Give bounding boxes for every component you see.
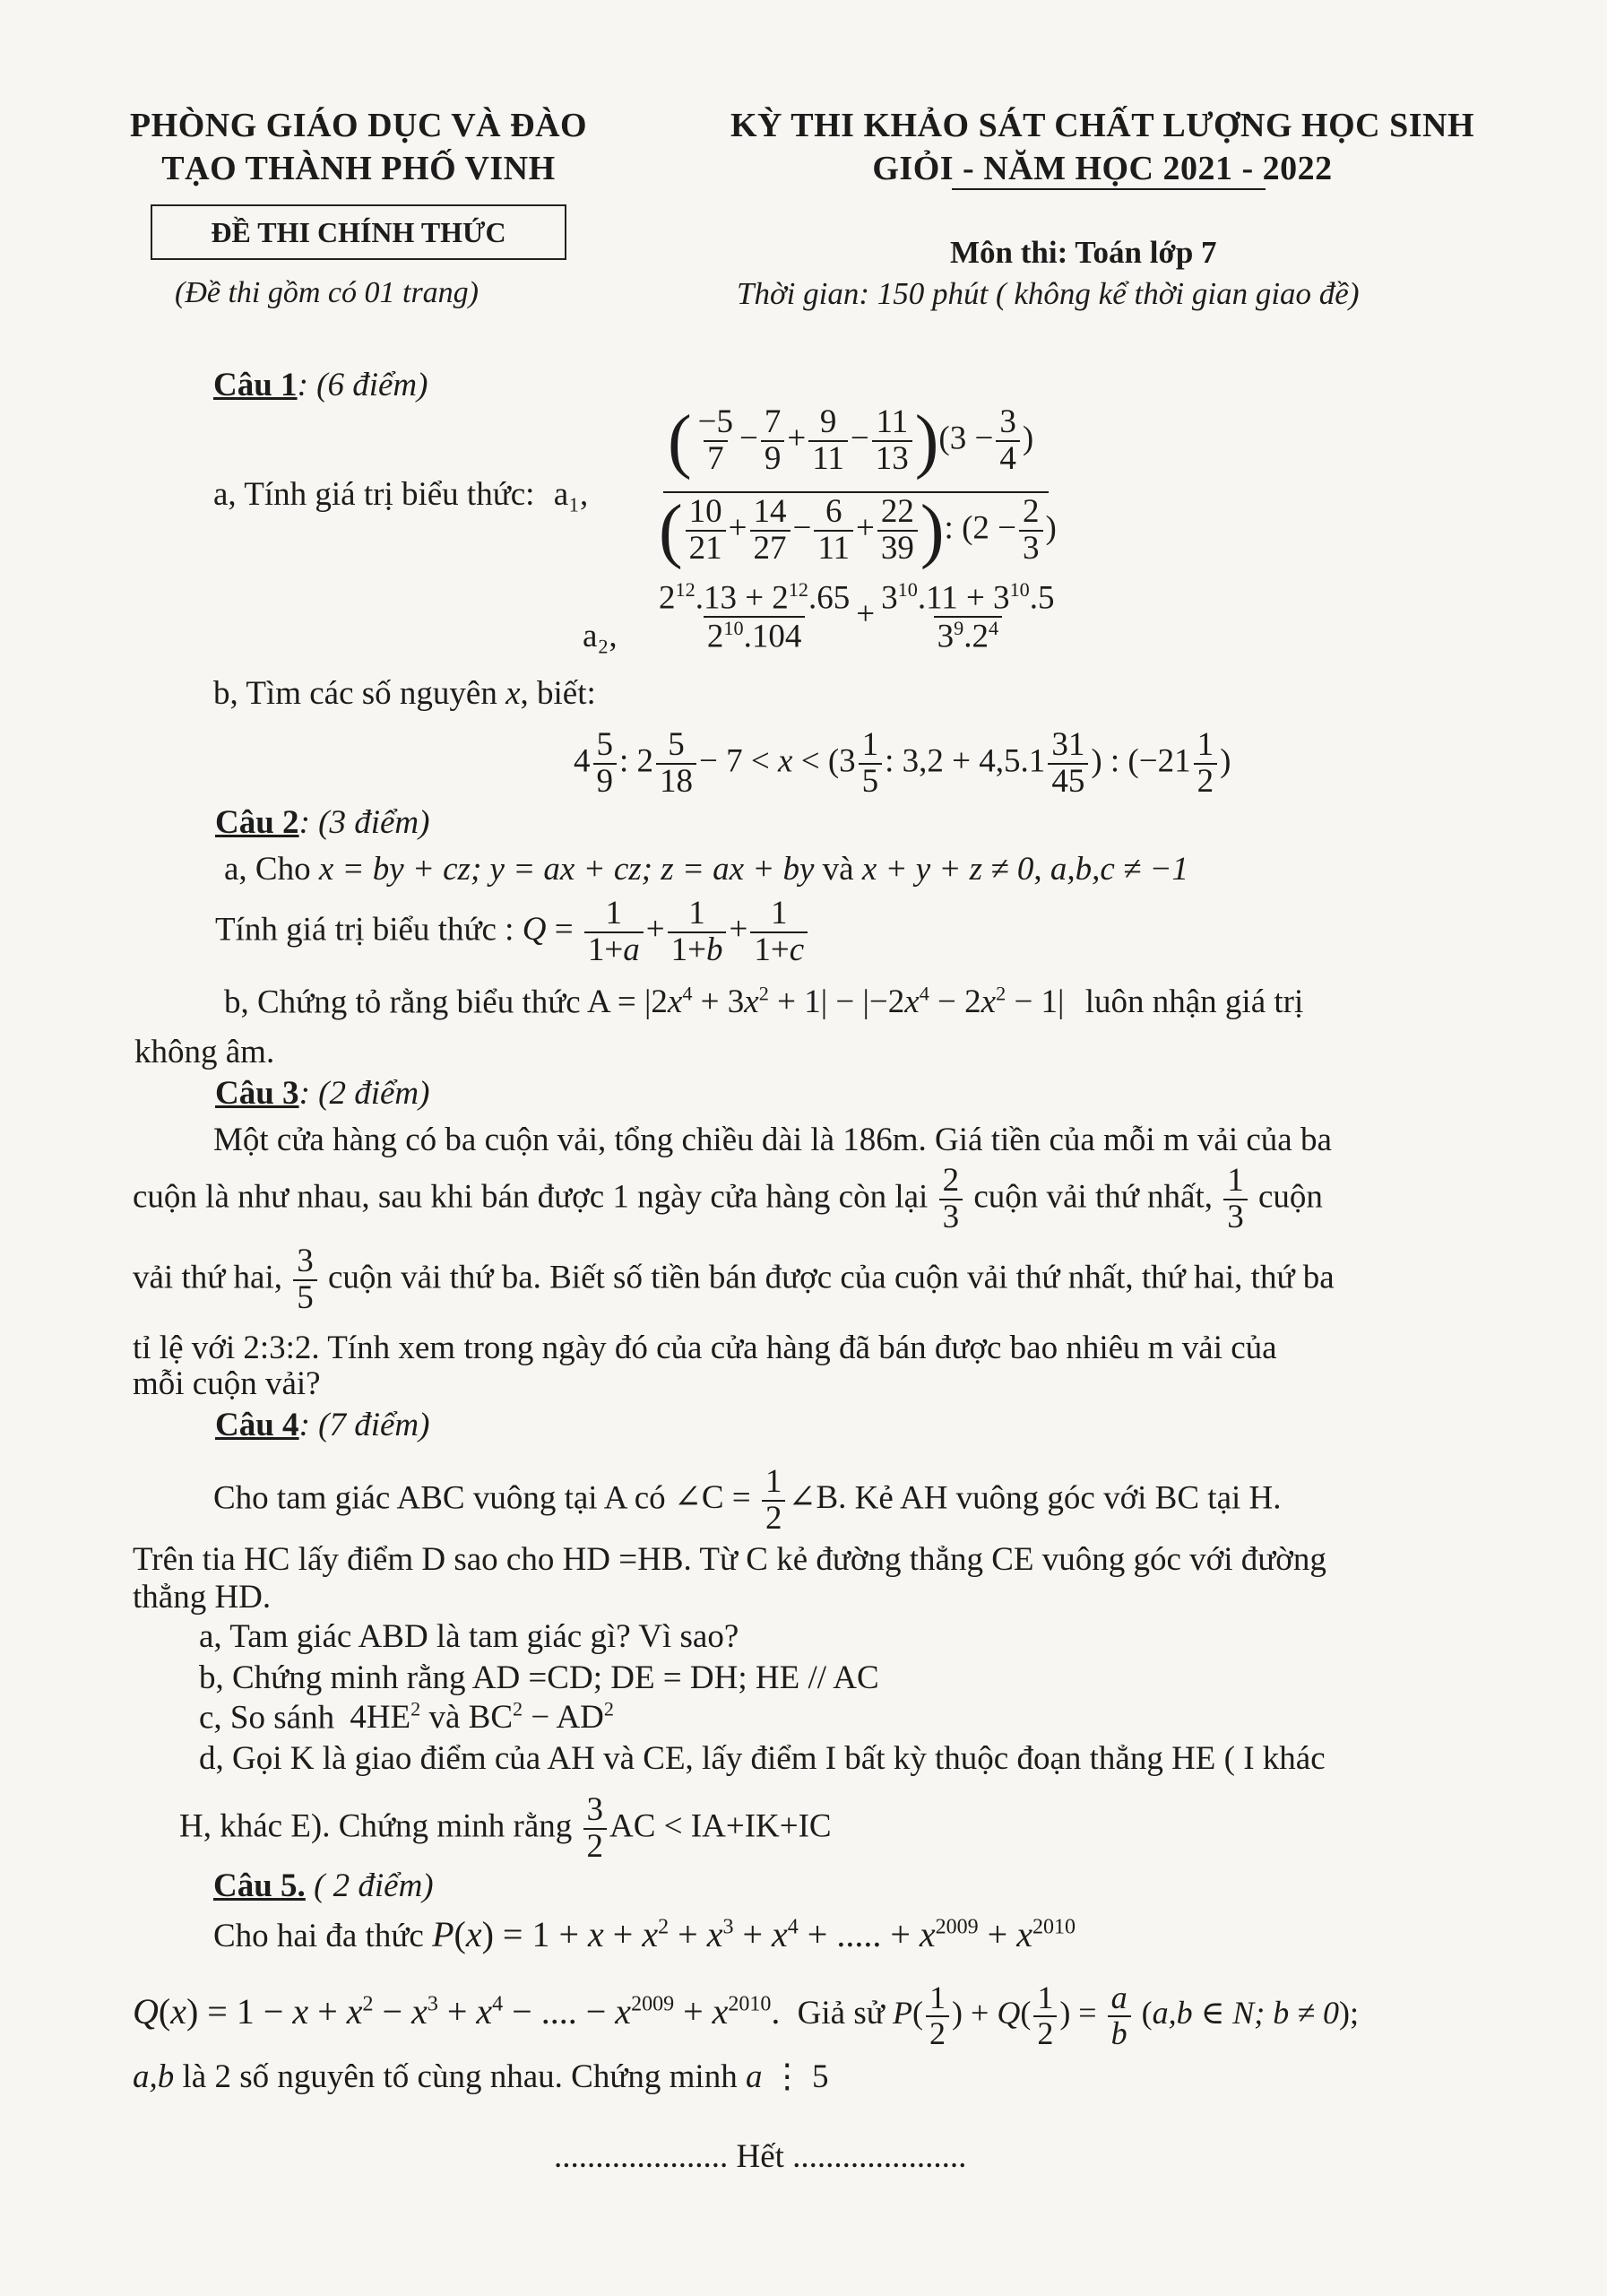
exam-time: Thời gian: 150 phút ( không kể thời gian giao đề) <box>737 276 1360 311</box>
q4-c-text: c, So sánh <box>199 1699 335 1737</box>
q1-title: Câu 1 <box>213 367 298 403</box>
pages-note: (Đề thi gồm có 01 trang) <box>175 276 480 309</box>
q1-b-text: b, Tìm các số nguyên <box>213 675 497 712</box>
q4-a: a, Tam giác ABD là tam giác gì? Vì sao? <box>199 1618 739 1655</box>
q4-c: c, So sánh $4HE^2$ và $BC^2 - AD^2$ <box>199 1698 614 1737</box>
q1-a-label <box>213 475 588 514</box>
q3-line1: Một cửa hàng có ba cuộn vải, tổng chiều dài là 186m. Giá tiền của mỗi m vải của ba <box>213 1122 1332 1158</box>
q1-a-text: a, Tính giá trị biểu thức: <box>213 476 535 513</box>
q2-title: Câu 2 <box>215 804 299 841</box>
q1-a1-label: a₁, <box>553 476 589 513</box>
q5-title: Câu 5. <box>213 1867 306 1904</box>
a2-expression: $\frac{2^{12}.13 + 2^{12}.65}{2^{10}.104}$ + $\frac{3^{10}.11 + 3^{10}.5}{3^9.2^4}$ <box>659 578 1055 655</box>
q3-heading <box>215 1074 429 1113</box>
q5-points: ( 2 điểm) <box>314 1867 434 1904</box>
q4-title: Câu 4 <box>215 1407 299 1443</box>
q3-points: : (2 điểm) <box>298 1075 430 1112</box>
q3-line2c: cuộn <box>1258 1178 1323 1216</box>
exam-title-line1: KỲ THI KHẢO SÁT CHẤT LƯỢNG HỌC SINH <box>730 107 1475 144</box>
q2-a-prefix: a, Cho <box>224 851 311 888</box>
q5-suppose: Giả sử <box>797 1995 885 2032</box>
q3-line5: mỗi cuộn vải? <box>133 1365 321 1402</box>
q1-b-inequality: 4 $\frac{5}{9}$ : 2 $\frac{5}{18}$ − 7 < x < (3 $\frac{1}{5}$ : 3,2 + 4,5.1 $\frac{31}{45}$ ) : (−21 $\frac{1}{2}$ ) <box>574 726 1231 800</box>
a1-denominator: ( $\frac{10}{21}$ + $\frac{14}{27}$ − $\frac{6}{11}$ + $\frac{22}{39}$ ): (2 − $\frac{2}{3}$ ) <box>659 491 1057 570</box>
q3-line2: cuộn là như nhau, sau khi bán được 1 ngày cửa hàng còn lại $\frac{2}{3}$ cuộn vải thứ nhất, $\frac{1}{3}$ cuộn <box>133 1162 1323 1235</box>
q2-heading <box>215 803 429 842</box>
q3-line4: tỉ lệ với 2:3:2. Tính xem trong ngày đó của cửa hàng đã bán được bao nhiêu m vải của <box>133 1330 1277 1366</box>
q3-line3: vải thứ hai, $\frac{3}{5}$ cuộn vải thứ ba. Biết số tiền bán được của cuộn vải thứ nhất, thứ hai, thứ ba <box>133 1243 1335 1316</box>
q5-line1-text: Cho hai đa thức <box>213 1918 424 1954</box>
department-name-line1: PHÒNG GIÁO DỤC VÀ ĐÀO <box>129 107 588 144</box>
q4-line1: Cho tam giác ABC vuông tại A có ∠C = $\frac{1}{2}$ ∠B. Kẻ AH vuông góc với BC tại H. <box>213 1463 1282 1537</box>
q2-b-tail: luôn nhận giá trị <box>1084 983 1304 1021</box>
q3-line3a: vải thứ hai, <box>133 1259 282 1296</box>
q4-line1a: Cho tam giác ABC vuông tại A có <box>213 1479 666 1517</box>
q4-d2-tail: AC < IA+IK+IC <box>609 1807 832 1845</box>
department-name-line2: TẠO THÀNH PHỐ VINH <box>161 150 556 187</box>
q2-a-line: a, Cho x = by + cz; y = ax + cz; z = ax + by và x + y + z ≠ 0, a,b,c ≠ −1 <box>224 851 1189 888</box>
q3-line2b: cuộn vải thứ nhất, <box>973 1178 1213 1216</box>
q4-heading <box>215 1406 429 1444</box>
q2-calc-line: Tính giá trị biểu thức : Q = $\frac{1}{1+a}$ + $\frac{1}{1+b}$ + $\frac{1}{1+c}$ <box>215 897 810 968</box>
q3-line2a: cuộn là như nhau, sau khi bán được 1 ngày cửa hàng còn lại <box>133 1178 929 1216</box>
q5-line3-text: là 2 số nguyên tố cùng nhau. Chứng minh <box>182 2058 738 2095</box>
a1-numerator: ( $\frac{-5}{7}$ − $\frac{7}{9}$ + $\frac{9}{11}$ − $\frac{11}{13}$ )(3 − $\frac{3}{4}$ ) <box>668 402 1034 481</box>
q4-line3: thẳng HD. <box>133 1579 272 1616</box>
q4-points: : (7 điểm) <box>298 1407 430 1443</box>
q4-line1b: Kẻ AH vuông góc với BC tại H. <box>854 1479 1282 1517</box>
q5-line3: a,b là 2 số nguyên tố cùng nhau. Chứng minh a ⋮ 5 <box>133 2058 829 2095</box>
q3-line3b: cuộn vải thứ ba. Biết số tiền bán được của cuộn vải thứ nhất, thứ hai, thứ ba <box>328 1259 1335 1296</box>
title-underline <box>952 188 1266 190</box>
q2-b-text: b, Chứng tỏ rằng biểu thức <box>224 983 581 1021</box>
q2-points: : (3 điểm) <box>298 804 430 841</box>
q1-points: : (6 điểm) <box>297 367 428 403</box>
exam-subject: Môn thi: Toán lớp 7 <box>950 235 1217 270</box>
exam-title-line2: GIỎI - NĂM HỌC 2021 - 2022 <box>872 150 1333 187</box>
q1-a2-label: a₂, <box>583 618 618 654</box>
q4-d2-text: H, khác E). Chứng minh rằng <box>179 1807 573 1845</box>
official-exam-box: ĐỀ THI CHÍNH THỨC <box>151 204 566 260</box>
q5-line1: Cho hai đa thức $P(x) = 1 + x + x^2 + x^3 + x^4$ + ..... + $x^{2009} + x^{2010}$ <box>213 1914 1076 1954</box>
q2-calc-text: Tính giá trị biểu thức : <box>215 911 514 949</box>
q4-b: b, Chứng minh rằng AD =CD; DE = DH; HE // AC <box>199 1659 879 1696</box>
q4-d1: d, Gọi K là giao điểm của AH và CE, lấy điểm I bất kỳ thuộc đoạn thẳng HE ( I khác <box>199 1740 1326 1777</box>
q2-b-end: không âm. <box>134 1034 275 1070</box>
q4-line2: Trên tia HC lấy điểm D sao cho HD =HB. Từ C kẻ đường thẳng CE vuông góc với đường <box>133 1541 1326 1578</box>
q2-b-line: b, Chứng tỏ rằng biểu thức $A = |2x^4 + 3x^2 + 1| - |-2x^4 - 2x^2 - 1|$ luôn nhận giá trị <box>224 983 1304 1021</box>
q1-b-label: b, Tìm các số nguyên x, biết: <box>213 675 596 712</box>
q1-heading <box>213 366 428 404</box>
q5-line2: $Q(x) = 1 - x + x^2 - x^3 + x^4$ − .... − $x^{2009} + x^{2010}$. Giả sử P( $\frac{1}{2}$ ) + Q( $\frac{1}{2}$ ) = $\frac{a}{b}$ (a,b ∈ N; b ≠ 0); <box>133 1980 1360 2051</box>
footer-end: ..................... Hết ..................... <box>554 2138 967 2175</box>
q4-d2: H, khác E). Chứng minh rằng $\frac{3}{2}$ AC < IA+IK+IC <box>179 1791 832 1865</box>
q3-title: Câu 3 <box>215 1075 299 1112</box>
q5-heading <box>213 1867 434 1905</box>
